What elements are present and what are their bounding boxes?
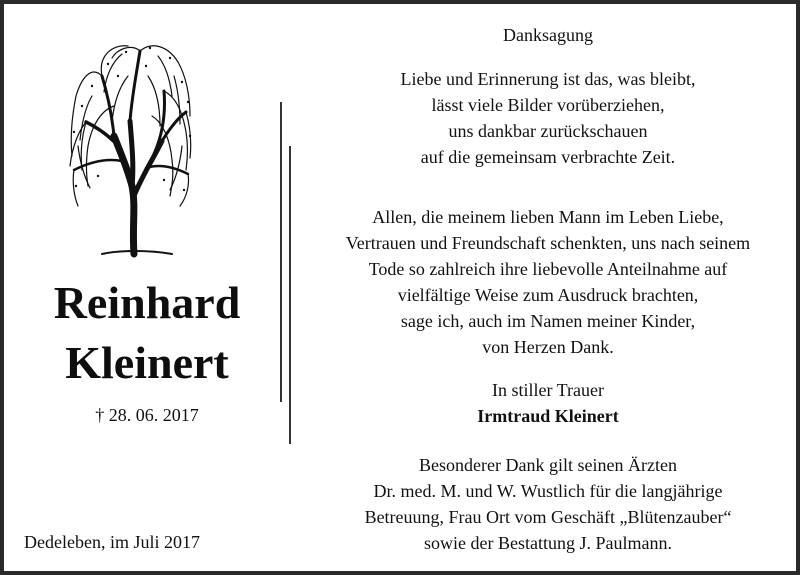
thanks-line: von Herzen Dank. bbox=[482, 337, 614, 357]
thanks-line: sage ich, auch im Namen meiner Kinder, bbox=[400, 311, 696, 331]
willow-tree-icon bbox=[62, 36, 196, 258]
special-thanks-line: Dr. med. M. und W. Wustlich für die langjährige bbox=[373, 481, 723, 501]
divider-line bbox=[289, 146, 291, 444]
heading: Danksagung bbox=[503, 25, 593, 45]
thanks-line: Vertrauen und Freundschaft schenkten, uns nach seinem bbox=[345, 233, 751, 253]
thanks-block bbox=[304, 204, 792, 360]
poem-line: uns dankbar zurückschauen bbox=[448, 121, 648, 141]
thanks-line: vielfältige Weise zum Ausdruck brachten, bbox=[397, 285, 699, 305]
special-thanks-line: Besonderer Dank gilt seinen Ärzten bbox=[419, 455, 677, 475]
special-thanks-block bbox=[304, 452, 792, 556]
poem-line: lässt viele Bilder vorüberziehen, bbox=[431, 95, 665, 115]
divider-line bbox=[280, 102, 282, 402]
special-thanks-line: sowie der Bestattung J. Paulmann. bbox=[424, 533, 672, 553]
poem-line: auf die gemeinsam verbrachte Zeit. bbox=[420, 147, 676, 167]
signer-name: Irmtraud Kleinert bbox=[477, 406, 619, 426]
thanks-line: Tode so zahlreich ihre liebevolle Anteilnahme auf bbox=[368, 259, 728, 279]
mourning-block bbox=[304, 377, 792, 429]
thanks-line: Allen, die meinem lieben Mann im Leben Liebe, bbox=[372, 207, 724, 227]
deceased-first-name: Reinhard bbox=[53, 277, 241, 328]
place-and-date: Dedeleben, im Juli 2017 bbox=[24, 532, 200, 552]
deceased-last-name: Kleinert bbox=[65, 337, 229, 388]
poem-line: Liebe und Erinnerung ist das, was bleibt, bbox=[400, 69, 696, 89]
mourning-label: In stiller Trauer bbox=[492, 380, 604, 400]
poem-block bbox=[304, 66, 792, 170]
special-thanks-line: Betreuung, Frau Ort vom Geschäft „Blütenzauber“ bbox=[364, 507, 732, 527]
death-date: † 28. 06. 2017 bbox=[95, 405, 199, 425]
